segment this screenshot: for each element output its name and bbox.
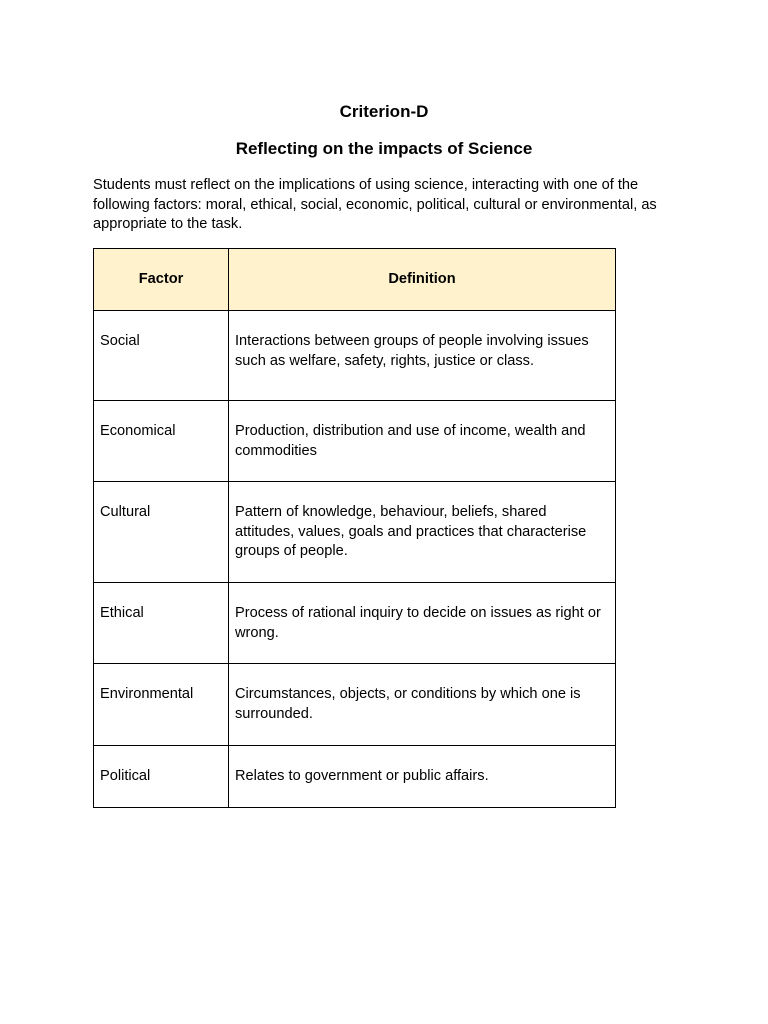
table-row xyxy=(94,311,616,401)
factor-cell xyxy=(94,482,229,583)
factor-cell xyxy=(94,583,229,664)
definition-text: Production, distribution and use of income, wealth and commodities xyxy=(235,423,586,459)
factor-column-header: Factor xyxy=(94,249,229,311)
factor-label: Ethical xyxy=(100,605,144,621)
factor-label: Economical xyxy=(100,423,176,439)
definition-text: Relates to government or public affairs. xyxy=(235,768,489,784)
definition-cell xyxy=(229,664,616,746)
factor-cell xyxy=(94,401,229,482)
definition-text: Circumstances, objects, or conditions by which one is surrounded. xyxy=(235,686,581,722)
page-title: Criterion-D xyxy=(339,102,429,121)
factors-table xyxy=(93,248,616,808)
factor-cell xyxy=(94,311,229,401)
definition-column-header: Definition xyxy=(229,249,616,311)
table-row xyxy=(94,583,616,664)
definition-cell xyxy=(229,482,616,583)
definition-text: Process of rational inquiry to decide on issues as right or wrong. xyxy=(235,605,601,641)
table-row xyxy=(94,401,616,482)
factor-label: Political xyxy=(100,768,151,784)
definition-cell xyxy=(229,311,616,401)
factor-label: Environmental xyxy=(100,686,194,702)
factor-cell xyxy=(94,664,229,746)
definition-cell xyxy=(229,583,616,664)
factor-label: Cultural xyxy=(100,504,151,520)
table-header-row xyxy=(94,249,616,311)
definition-text: Interactions between groups of people involving issues such as welfare, safety, rights, justice or class. xyxy=(235,333,589,369)
definition-cell xyxy=(229,746,616,808)
factor-cell xyxy=(94,746,229,808)
table-row xyxy=(94,746,616,808)
intro-paragraph: Students must reflect on the implications of using science, interacting with one of the following factors: moral, ethical, social, economic, political, cultural or environmental, as appropriate to the task. xyxy=(93,177,657,232)
definition-cell xyxy=(229,401,616,482)
table-row xyxy=(94,482,616,583)
table-row xyxy=(94,664,616,746)
factor-label: Social xyxy=(100,333,140,349)
page-subtitle: Reflecting on the impacts of Science xyxy=(235,139,533,158)
definition-text: Pattern of knowledge, behaviour, beliefs, shared attitudes, values, goals and practices that characterise groups of people. xyxy=(235,504,587,559)
